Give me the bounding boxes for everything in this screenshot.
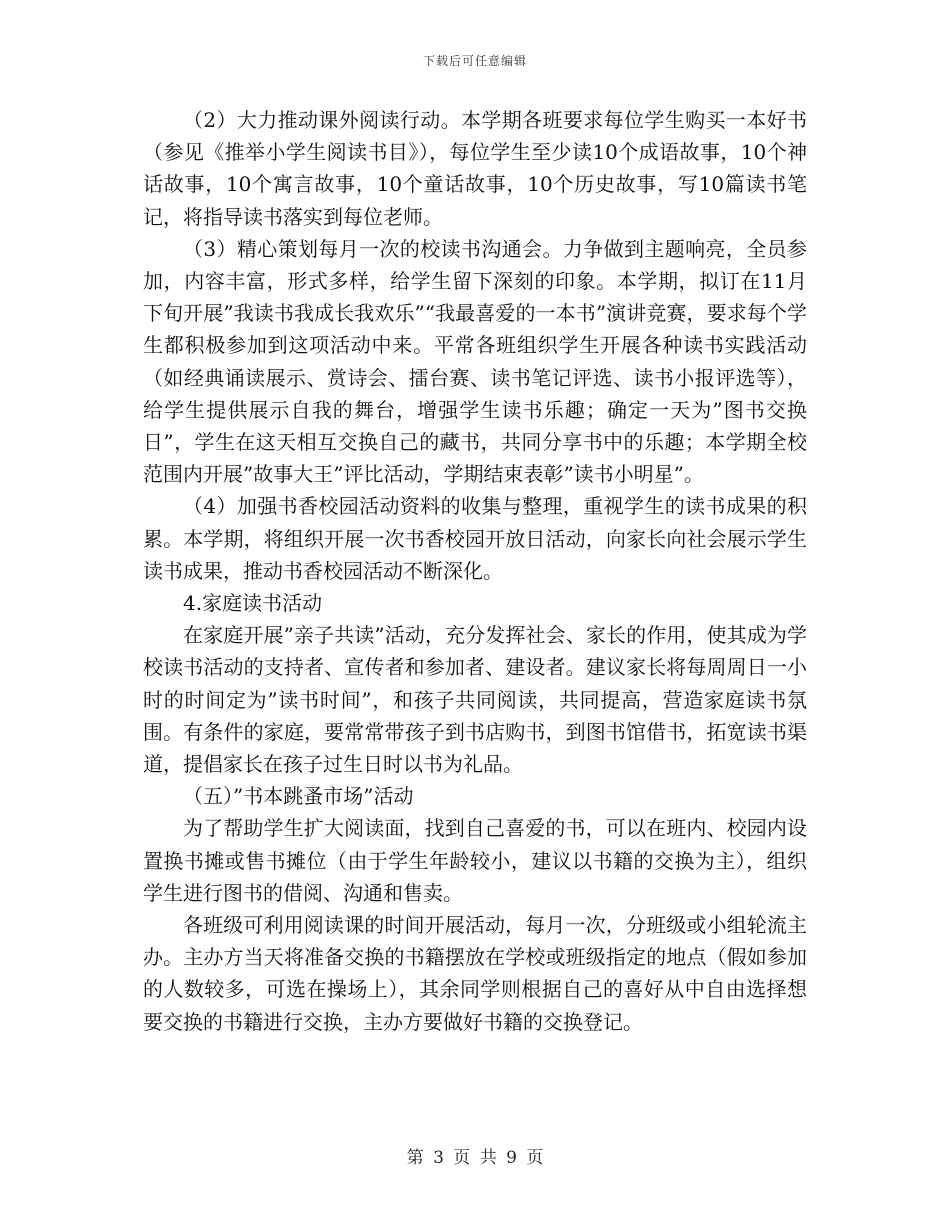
- paragraph-flea-market-purpose: 为了帮助学生扩大阅读面，找到自己喜爱的书，可以在班内、校园内设置换书摊或售书摊位（由于学生年龄较小，建议以书籍的交换为主），组织学生进行图书的借阅、沟通和售卖。: [143, 816, 807, 905]
- paragraph-extracurricular-reading: （2）大力推动课外阅读行动。本学期各班要求每位学生购买一本好书（参见《推举小学生阅读书目》），每位学生至少读10个成语故事，10个神话故事，10个寓言故事，10个童话故事，10个历史故事，写10篇读书笔记，将指导读书落实到每位老师。: [143, 108, 807, 229]
- page-number: 第 3 页 共 9 页: [406, 1148, 544, 1168]
- paragraph-flea-market-schedule: 各班级可利用阅读课的时间开展活动，每月一次，分班级或小组轮流主办。主办方当天将准备交换的书籍摆放在学校或班级指定的地点（假如参加的人数较多，可选在操场上），其余同学则根据自己的喜好从中自由选择想要交换的书籍进行交换，主办方要做好书籍的交换登记。: [143, 913, 807, 1034]
- section-heading-family-reading: 4.家庭读书活动: [183, 591, 323, 616]
- document-body: [143, 104, 807, 1038]
- paragraph-reading-exchange-meeting: （3）精心策划每月一次的校读书沟通会。力争做到主题响亮，全员参加，内容丰富，形式多样，给学生留下深刻的印象。本学期，拟订在11月下旬开展”我读书我成长我欢乐”“我最喜爱的一本书”演讲竞赛，要求每个学生都积极参加到这项活动中来。平常各班组织学生开展各种读书实践活动（如经典诵读展示、赏诗会、擂台赛、读书笔记评选、读书小报评选等），给学生提供展示自我的舞台，增强学生读书乐趣；确定一天为”图书交换日”，学生在这天相互交换自己的藏书，共同分享书中的乐趣；本学期全校范围内开展”故事大王”评比活动，学期结束表彰”读书小明星”。: [143, 236, 807, 487]
- paragraph-campus-materials: （4）加强书香校园活动资料的收集与整理，重视学生的读书成果的积累。本学期，将组织开展一次书香校园开放日活动，向家长向社会展示学生读书成果，推动书香校园活动不断深化。: [143, 494, 807, 583]
- section-heading-book-flea-market: （五）”书本跳蚤市场”活动: [183, 784, 414, 809]
- page-header-note: 下载后可任意编辑: [422, 54, 527, 68]
- paragraph-family-reading: 在家庭开展”亲子共读”活动，充分发挥社会、家长的作用，使其成为学校读书活动的支持者、宣传者和参加者、建设者。建议家长将每周周日一小时的时间定为”读书时间”，和孩子共同阅读，共同提高，营造家庭读书氛围。有条件的家庭，要常常带孩子到书店购书，到图书馆借书，拓宽读书渠道，提倡家长在孩子过生日时以书为礼品。: [143, 623, 807, 777]
